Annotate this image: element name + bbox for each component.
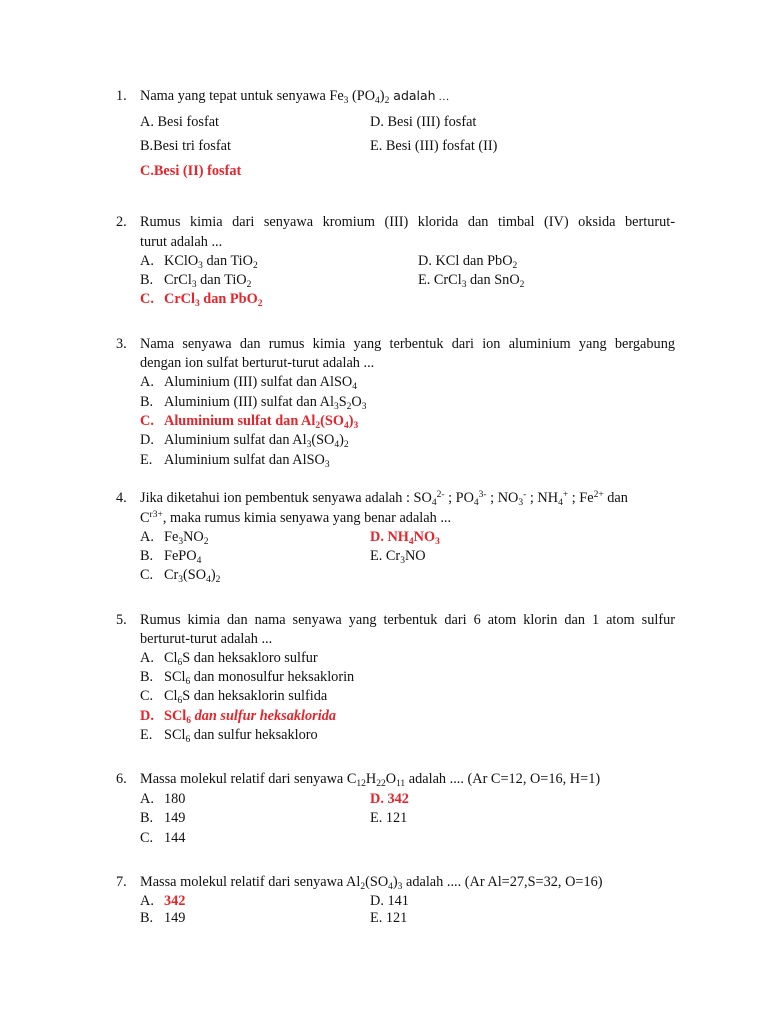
- option-e: E. Aluminium sulfat dan AlSO$_3$: [140, 452, 330, 470]
- question-text: Massa molekul relatif dari senyawa $Al_2(SO_4)_3$ adalah .... (Ar Al=27,S=32, O=16): [140, 874, 603, 892]
- question-text-line-1: Nama senyawa dan rumus kimia yang terbentuk dari ion aluminium yang bergabung: [140, 336, 675, 352]
- option-c: C. $Cl_6S$ dan heksaklorin sulfida: [140, 688, 328, 706]
- question-text-line-2: $C^{r3+}$, maka rumus kimia senyawa yang benar adalah ...: [140, 510, 452, 526]
- option-e: E. 121: [370, 910, 408, 926]
- option-b: B. CrCl$_3$ dan TiO$_2$: [140, 272, 252, 290]
- option-a: A. $Cl_6S$ dan heksakloro sulfur: [140, 650, 318, 668]
- question-text: Nama yang tepat untuk senyawa $Fe_3$ $(PO_4)_2$ adalah …: [140, 88, 450, 106]
- option-a-correct: A. 342: [140, 893, 186, 909]
- option-d-correct: D. $NH_4NO_3$: [370, 529, 440, 547]
- option-d-correct: D. SCl$_6$ dan sulfur heksaklorida: [140, 708, 336, 726]
- option-c-correct: C.Besi (II) fosfat: [140, 163, 242, 179]
- question-text-line-1: Rumus kimia dan nama senyawa yang terbentuk dari 6 atom klorin dan 1 atom sulfur: [140, 612, 675, 628]
- question-text: Massa molekul relatif dari senyawa $C_{12}H_{22}O_{11}$ adalah .... (Ar C=12, O=16, H=1): [140, 771, 601, 789]
- option-b: B. 149: [140, 910, 186, 926]
- option-e: E. SCl$_6$ dan sulfur heksakloro: [140, 727, 318, 745]
- option-e: E. CrCl$_3$ dan SnO$_2$: [418, 272, 525, 290]
- option-c-correct: C. Aluminium sulfat dan $Al_2(SO_4)_3$: [140, 413, 359, 431]
- question-number: 6.: [116, 771, 127, 787]
- option-d: D. Besi (III) fosfat: [370, 114, 477, 130]
- option-a: A. 180: [140, 791, 186, 807]
- option-b: B. 149: [140, 810, 186, 826]
- option-c: C. $Cr_3(SO_4)_2$: [140, 567, 221, 585]
- question-text-line-2: berturut-turut adalah ...: [140, 631, 273, 647]
- question-number: 2.: [116, 214, 127, 230]
- option-b: B. FePO$_4$: [140, 548, 202, 566]
- option-a: A. KClO$_3$ dan TiO$_2$: [140, 253, 258, 271]
- question-text-line-1: Rumus kimia dari senyawa kromium (III) klorida dan timbal (IV) oksida berturut-: [140, 214, 675, 230]
- option-c: C. 144: [140, 830, 186, 846]
- option-c-correct: C. CrCl$_3$ dan PbO$_2$: [140, 291, 263, 309]
- question-number: 5.: [116, 612, 127, 628]
- option-d-correct: D. 342: [370, 791, 409, 807]
- option-d: D. KCl dan PbO$_2$: [418, 253, 518, 271]
- option-b: B. SCl$_6$ dan monosulfur heksaklorin: [140, 669, 355, 687]
- question-text-line-2: dengan ion sulfat berturut-turut adalah ...: [140, 355, 375, 371]
- option-a: A. $Fe_3NO_2$: [140, 529, 209, 547]
- question-text-line-1: Jika diketahui ion pembentuk senyawa adalah : $SO_4^{2-}$ ; $PO_4^{3-}$ ; $NO_3^-$ ; $NH_4^+$ ; $Fe^{2+}$ dan: [140, 490, 628, 508]
- option-e: E. $Cr_3NO$: [370, 548, 426, 566]
- option-a: A. Aluminium (III) sulfat dan AlSO$_4$: [140, 374, 357, 392]
- option-b: B.Besi tri fosfat: [140, 138, 231, 154]
- question-number: 1.: [116, 88, 127, 104]
- question-number: 7.: [116, 874, 127, 890]
- question-number: 4.: [116, 490, 127, 506]
- option-d: D. 141: [370, 893, 409, 909]
- question-text-line-2: turut adalah ...: [140, 234, 223, 250]
- option-b: B. Aluminium (III) sulfat dan $Al_3S_2O_3$: [140, 394, 367, 412]
- question-number: 3.: [116, 336, 127, 352]
- option-e: E. 121: [370, 810, 408, 826]
- option-e: E. Besi (III) fosfat (II): [370, 138, 498, 154]
- option-d: D. Aluminium sulfat dan $Al_3(SO_4)_2$: [140, 432, 349, 450]
- option-a: A. Besi fosfat: [140, 114, 220, 130]
